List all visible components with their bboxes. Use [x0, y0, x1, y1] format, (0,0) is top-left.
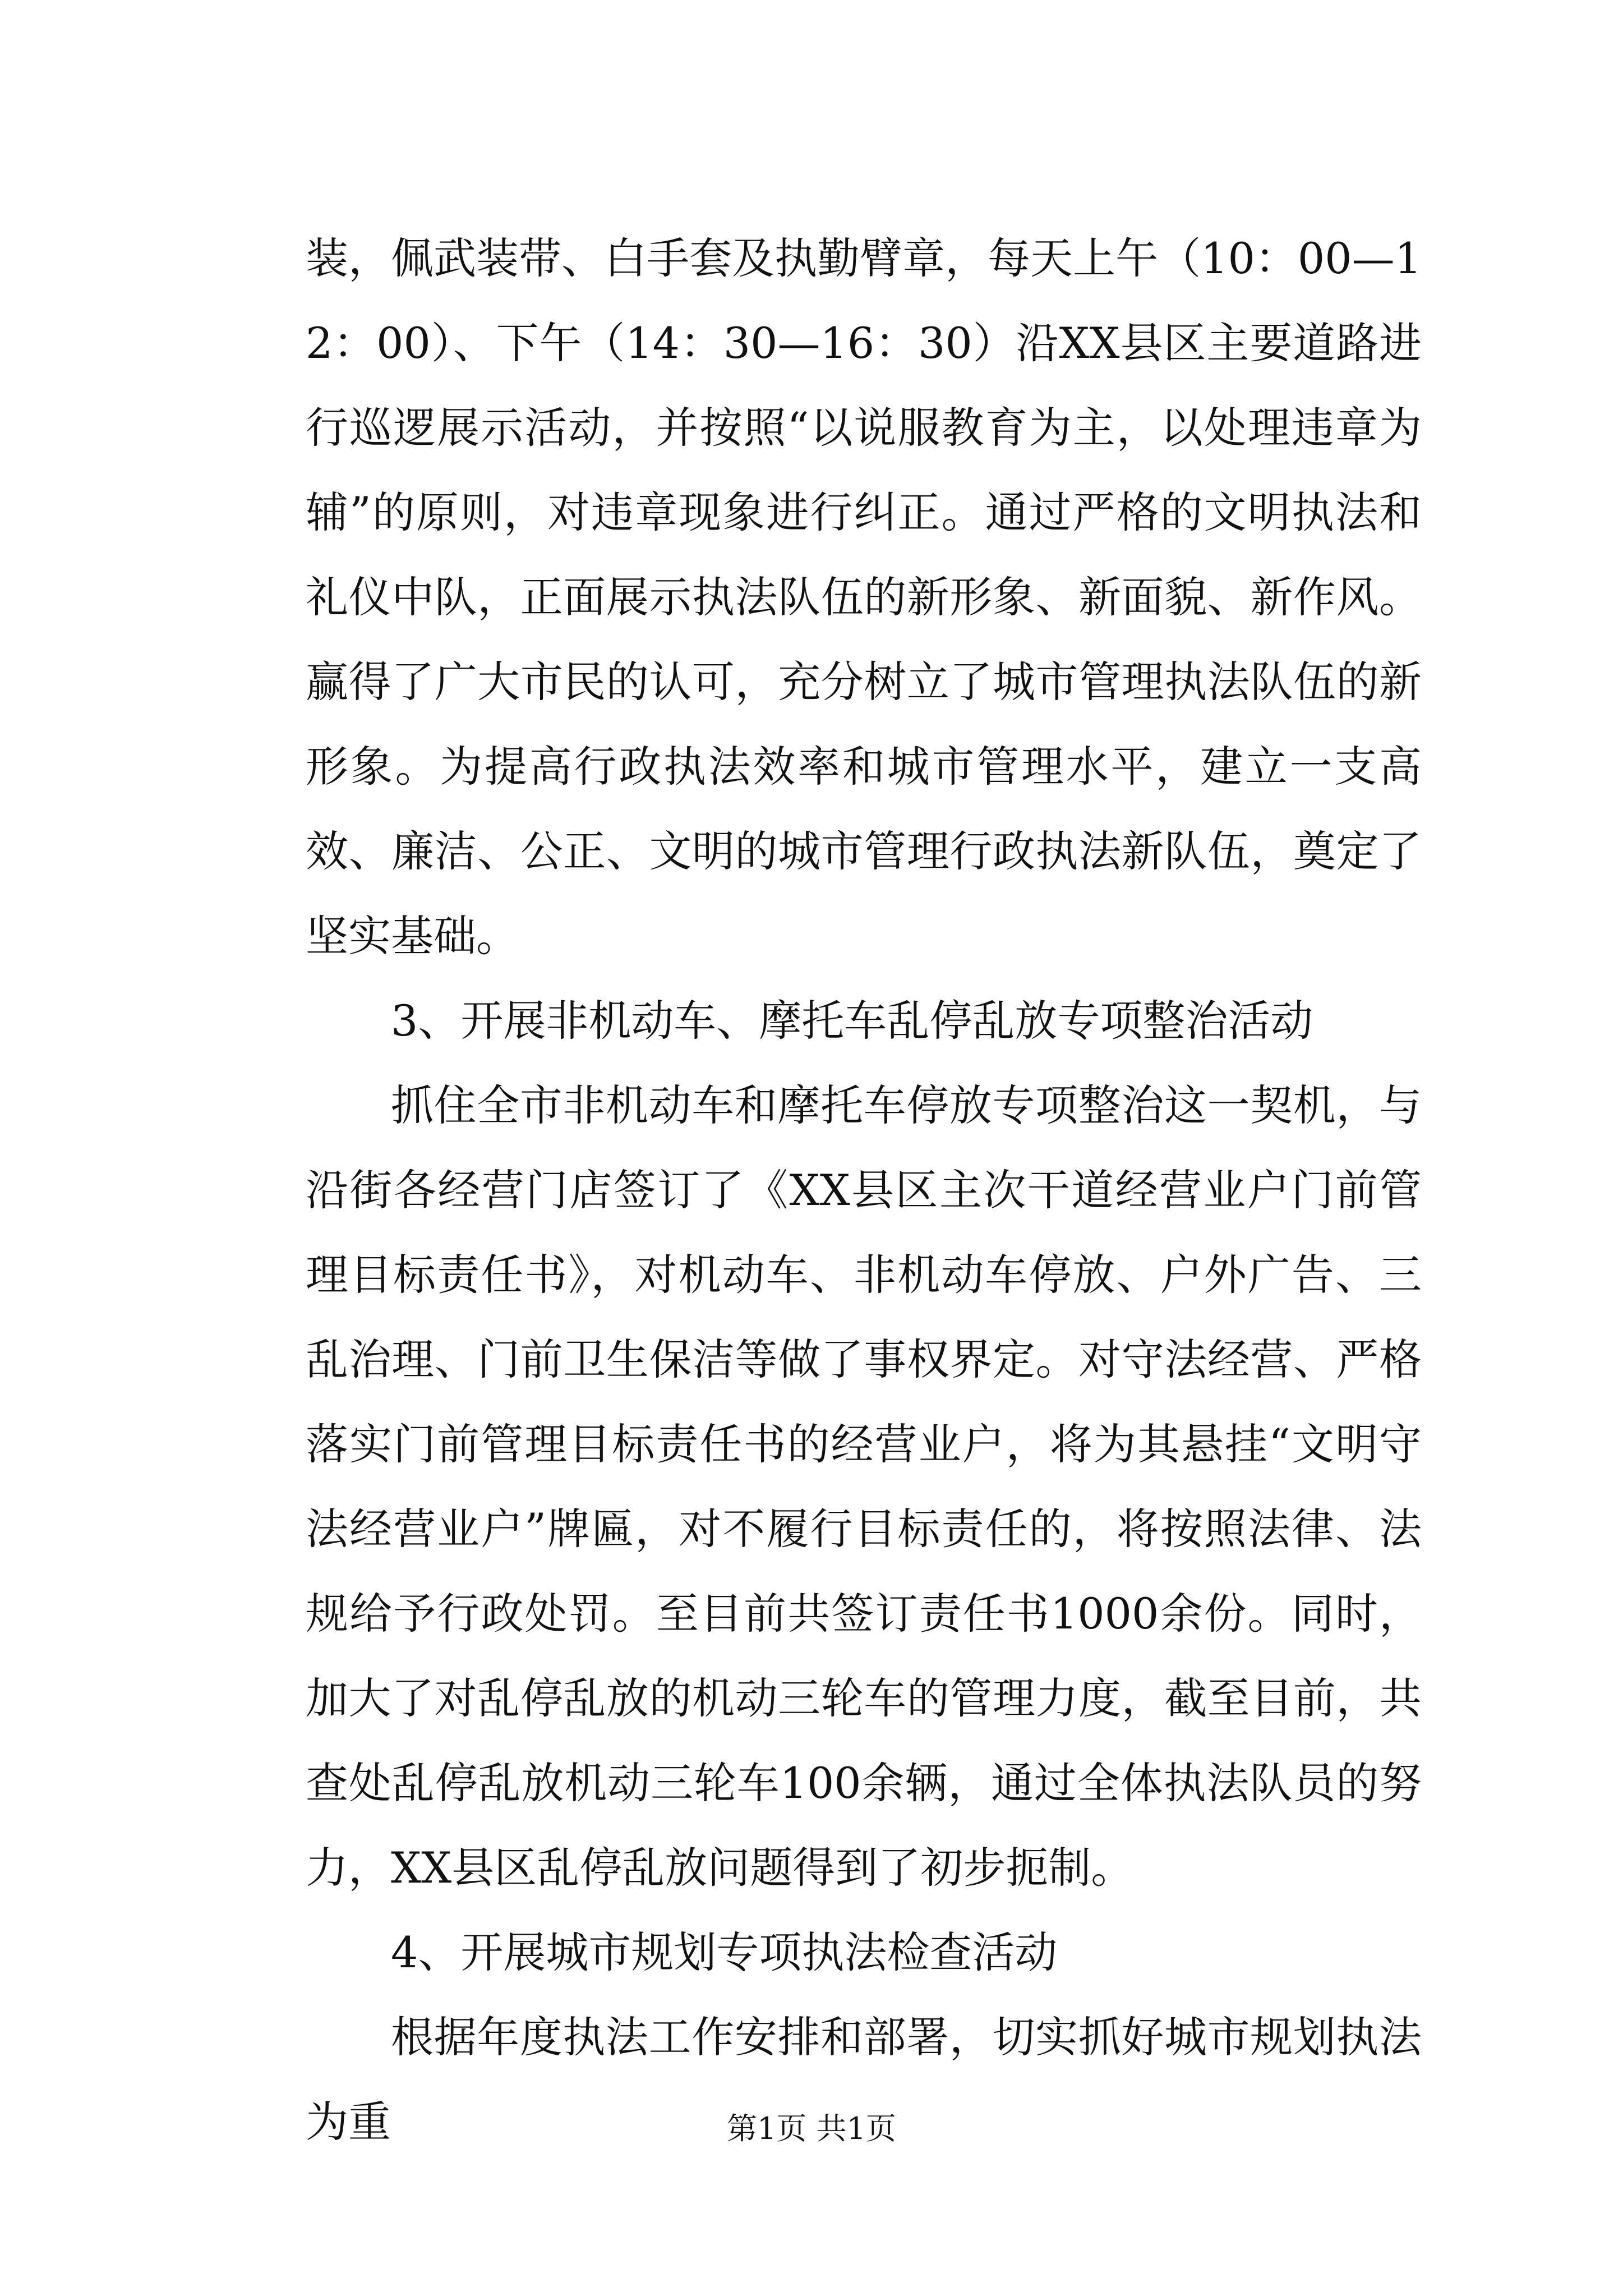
paragraph-body: 根据年度执法工作安排和部署，切实抓好城市规划执法为重 — [306, 2012, 1422, 2147]
section-heading-3: 3、开展非机动车、摩托车乱停乱放专项整治活动 — [391, 996, 1313, 1046]
paragraph-body: 抓住全市非机动车和摩托车停放专项整治这一契机，与沿街各经营门店签订了《XX县区主次干道经营业户门前管理目标责任书》，对机动车、非机动车停放、户外广告、三乱治理、门前卫生保洁等做了事权界定。对守法经营、严格落实门前管理目标责任书的经营业户，将为其悬挂“文明守法经营业户”牌匾，对不履行目标责任的，将按照法律、法规给予行政处罚。至目前共签订责任书1000余份。同时，加大了对乱停乱放的机动三轮车的管理力度，截至目前，共查处乱停乱放机动三轮车100余辆，通过全体执法队员的努力，XX县区乱停乱放问题得到了初步扼制。 — [306, 1080, 1422, 1893]
section-heading-4: 4、开展城市规划专项执法检查活动 — [391, 1927, 1058, 1977]
document-body — [306, 216, 1422, 2164]
paragraph-continuation: 装，佩武装带、白手套及执勤臂章，每天上午（10：00—12：00）、下午（14：30—16：30）沿XX县区主要道路进行巡逻展示活动，并按照“以说服教育为主，以处理违章为辅”的原则，对违章现象进行纠正。通过严格的文明执法和礼仪中队，正面展示执法队伍的新形象、新面貌、新作风。赢得了广大市民的认可，充分树立了城市管理执法队伍的新形象。为提高行政执法效率和城市管理水平，建立一支高效、廉洁、公正、文明的城市管理行政执法新队伍，奠定了坚实基础。 — [306, 233, 1422, 961]
page-footer: 第1页 共1页 — [727, 2111, 896, 2146]
